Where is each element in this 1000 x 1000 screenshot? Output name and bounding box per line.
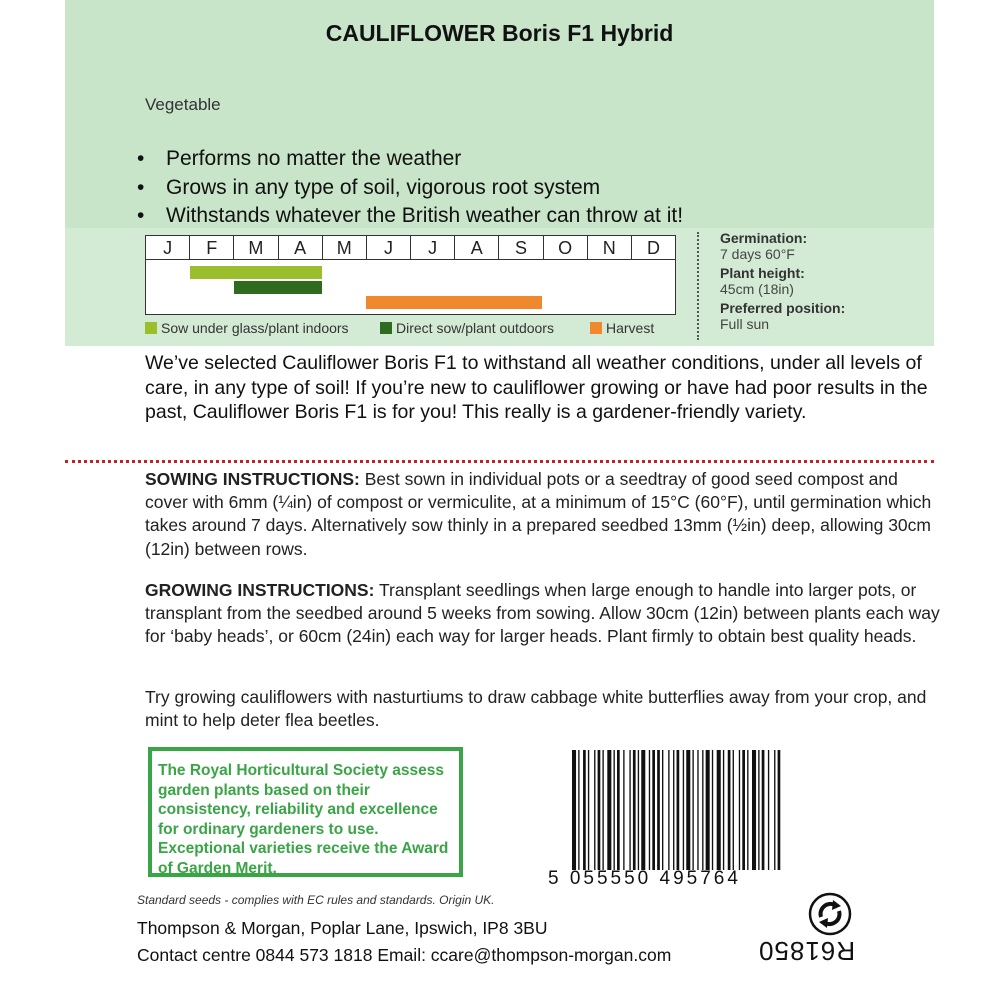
feature-text: Performs no matter the weather bbox=[166, 147, 462, 170]
barcode-stripe bbox=[649, 750, 650, 870]
barcode-stripe bbox=[692, 750, 693, 870]
barcode-stripe bbox=[728, 750, 731, 870]
month-aug: A bbox=[455, 236, 499, 259]
barcode-stripe bbox=[662, 750, 663, 870]
barcode-stripe bbox=[598, 750, 601, 870]
barcode-stripe bbox=[657, 750, 660, 870]
sowing-text: Best sown in individual pots or a seedtray of good seed compost and cover with 6mm (¼in) of compost or vermiculite, at a minimum of 15°C (60°F), until germination which takes around 7 days. Alternatively sow thinly in a prepared seedbed 13mm (½in) deep, allowing 30cm (12in) between rows. bbox=[145, 469, 932, 559]
legend-item-indoors bbox=[145, 320, 349, 336]
barcode-number: 5 055550 495764 bbox=[548, 868, 741, 889]
barcode-stripe bbox=[583, 750, 586, 870]
barcode-stripe bbox=[623, 750, 624, 870]
bullet-icon: • bbox=[137, 147, 145, 170]
germination-label: Germination: bbox=[720, 230, 808, 246]
feature-item bbox=[137, 145, 683, 174]
legend-swatch bbox=[380, 322, 392, 334]
barcode-stripe bbox=[617, 750, 620, 870]
rhs-award-text: The Royal Horticultural Society assess garden plants based on their consistency, reliability and excellence for ordinary gardeners to use. Exceptional varieties receive the Award of Garden Merit. bbox=[158, 762, 449, 877]
feature-item bbox=[137, 174, 683, 203]
barcode-stripe bbox=[607, 750, 611, 870]
calendar-legend bbox=[145, 320, 685, 338]
legend-label: Direct sow/plant outdoors bbox=[396, 320, 554, 336]
growing-instructions bbox=[145, 579, 945, 649]
bullet-icon: • bbox=[137, 175, 145, 199]
legend-item-harvest bbox=[590, 320, 654, 336]
barcode-stripe bbox=[633, 750, 636, 870]
barcode-stripe bbox=[752, 750, 756, 870]
feature-text: Withstands whatever the British weather can throw at it! bbox=[166, 204, 684, 227]
germination-value: 7 days 60°F bbox=[720, 246, 795, 262]
recycle-icon bbox=[808, 892, 852, 936]
barcode-stripe bbox=[641, 750, 645, 870]
legend-item-outdoors bbox=[380, 320, 554, 336]
calendar-month-row bbox=[146, 236, 675, 260]
product-title: CAULIFLOWER Boris F1 Hybrid bbox=[325, 20, 674, 46]
plant-height-value: 45cm (18in) bbox=[720, 281, 794, 297]
standards-note: Standard seeds - complies with EC rules and standards. Origin UK. bbox=[137, 893, 495, 907]
barcode-stripe bbox=[747, 750, 748, 870]
barcode-stripe bbox=[733, 750, 734, 870]
month-sep: S bbox=[499, 236, 543, 259]
legend-swatch bbox=[145, 322, 157, 334]
companion-tip: Try growing cauliflowers with nasturtiums to draw cabbage white butterflies away from your crop, and mint to help deter flea beetles. bbox=[145, 687, 927, 731]
month-apr: A bbox=[279, 236, 323, 259]
legend-label: Sow under glass/plant indoors bbox=[161, 320, 349, 336]
feature-item bbox=[137, 202, 683, 231]
product-code: R61850 bbox=[758, 936, 856, 966]
calendar-bar-harvest bbox=[366, 296, 542, 309]
barcode-stripe bbox=[717, 750, 721, 870]
preferred-position-value: Full sun bbox=[720, 316, 770, 332]
company-address: Thompson & Morgan, Poplar Lane, Ipswich, IP8 3BU bbox=[137, 918, 548, 938]
barcode-stripe bbox=[602, 750, 603, 870]
calendar-bar-sow-under-glass-plant-indoors bbox=[190, 266, 322, 279]
month-jun: J bbox=[367, 236, 411, 259]
barcode-stripe bbox=[712, 750, 713, 870]
barcode-stripe bbox=[742, 750, 745, 870]
barcode-stripe bbox=[594, 750, 595, 870]
barcode-stripe bbox=[668, 750, 669, 870]
feature-list bbox=[137, 145, 683, 231]
barcode-stripe bbox=[652, 750, 655, 870]
barcode-stripe bbox=[683, 750, 684, 870]
barcode-stripe bbox=[578, 750, 579, 870]
barcode-stripe bbox=[706, 750, 710, 870]
feature-text: Grows in any type of soil, vigorous root system bbox=[166, 175, 601, 199]
barcode bbox=[570, 750, 785, 870]
barcode-stripe bbox=[778, 750, 781, 870]
bullet-icon: • bbox=[137, 204, 145, 227]
sowing-calendar bbox=[145, 235, 676, 315]
barcode-stripe bbox=[774, 750, 775, 870]
month-dec: D bbox=[646, 238, 660, 258]
plant-height-label: Plant height: bbox=[720, 265, 805, 281]
barcode-stripe bbox=[638, 750, 639, 870]
legend-swatch bbox=[590, 322, 602, 334]
month-jul: J bbox=[411, 236, 455, 259]
sowing-instructions bbox=[145, 468, 945, 561]
barcode-stripe bbox=[758, 750, 759, 870]
barcode-stripe bbox=[677, 750, 680, 870]
barcode-stripe bbox=[686, 750, 690, 870]
growing-info bbox=[720, 230, 930, 335]
month-nov: N bbox=[588, 236, 632, 259]
calendar-divider bbox=[697, 232, 699, 340]
barcode-stripe bbox=[739, 750, 740, 870]
barcode-stripe bbox=[697, 750, 698, 870]
legend-label: Harvest bbox=[606, 320, 655, 336]
month-may: M bbox=[323, 236, 367, 259]
barcode-stripe bbox=[629, 750, 630, 870]
preferred-position-label: Preferred position: bbox=[720, 300, 846, 316]
sowing-heading: SOWING INSTRUCTIONS: bbox=[145, 469, 360, 489]
month-mar: M bbox=[234, 236, 278, 259]
contact-line: Contact centre 0844 573 1818 Email: ccare@thompson-morgan.com bbox=[137, 945, 672, 965]
barcode-stripe bbox=[723, 750, 724, 870]
month-feb: F bbox=[190, 236, 234, 259]
calendar-bar-direct-sow-plant-outdoors bbox=[234, 281, 322, 294]
growing-heading: GROWING INSTRUCTIONS: bbox=[145, 580, 375, 600]
product-description: We’ve selected Cauliflower Boris F1 to withstand all weather conditions, under all levels of care, in any type of soil! If you’re new to cauliflower growing or have had poor results in the past, Cauliflower Boris F1 is for you! This really is a gardener-friendly variety. bbox=[145, 352, 928, 423]
barcode-stripe bbox=[768, 750, 769, 870]
rhs-award-box bbox=[148, 747, 463, 877]
product-category: Vegetable bbox=[145, 95, 221, 114]
barcode-stripe bbox=[762, 750, 765, 870]
barcode-stripe bbox=[572, 750, 576, 870]
barcode-stripe bbox=[588, 750, 589, 870]
growing-text: Transplant seedlings when large enough to handle into larger pots, or transplant from the seedbed around 5 weeks from sowing. Allow 30cm (12in) between plants each way for ‘baby heads’, or 60cm (24in) each way for larger heads. Plant firmly to obtain best quality heads. bbox=[145, 580, 940, 647]
section-divider bbox=[65, 460, 934, 463]
barcode-stripe bbox=[673, 750, 674, 870]
month-oct: O bbox=[544, 236, 588, 259]
barcode-stripe bbox=[614, 750, 615, 870]
month-jan: J bbox=[146, 236, 190, 259]
barcode-stripe bbox=[702, 750, 703, 870]
